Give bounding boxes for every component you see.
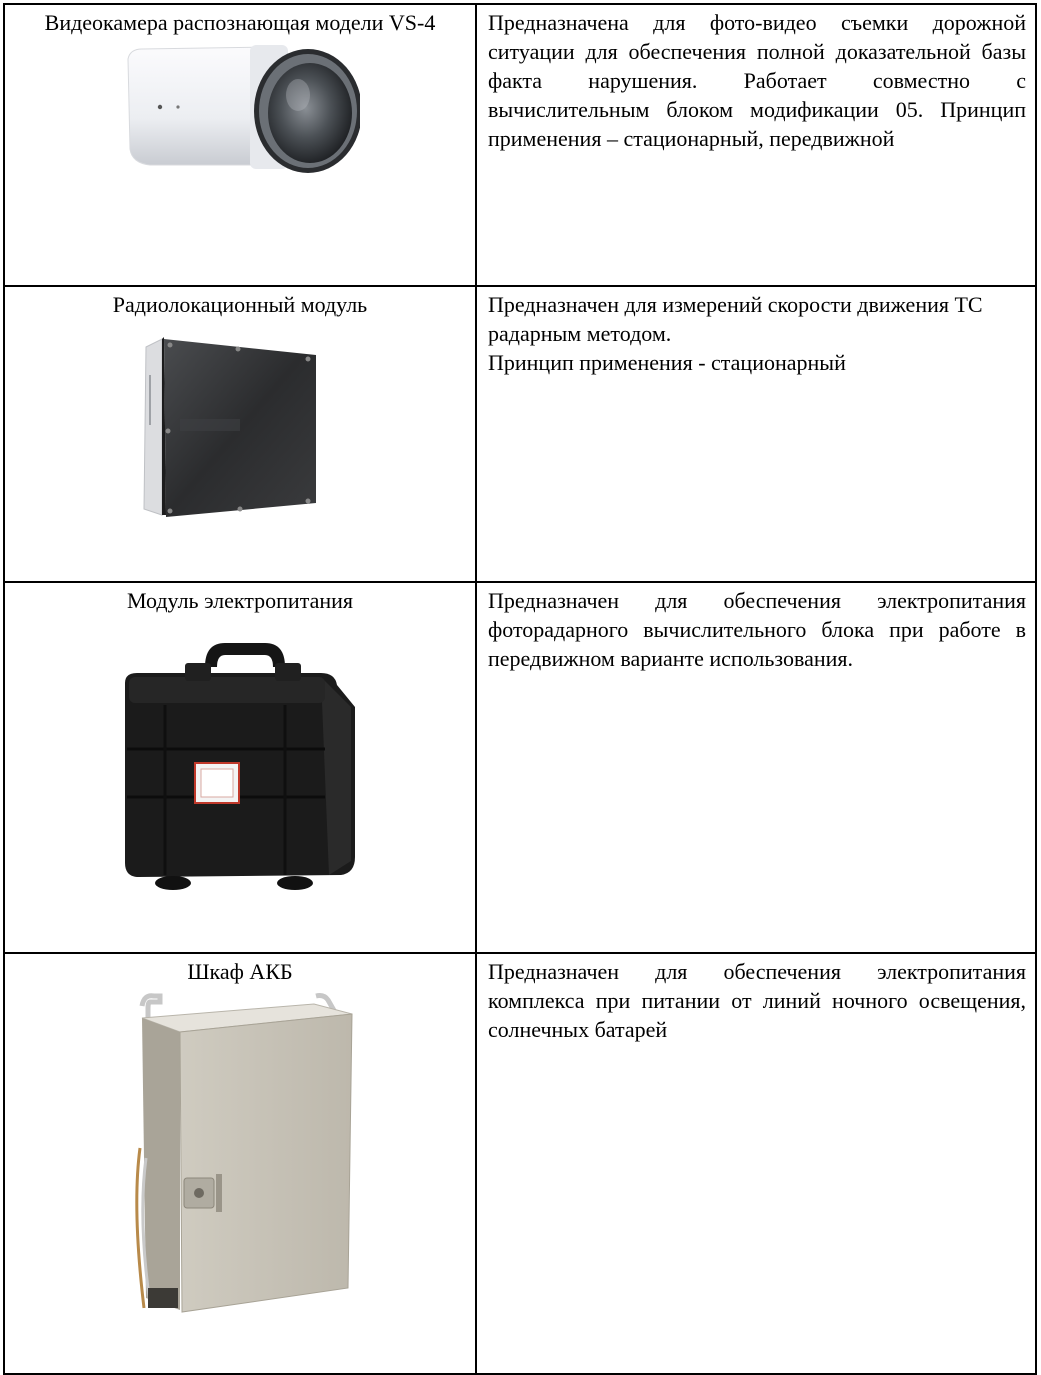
description-cell [476, 286, 1036, 582]
description-text: Предназначена для фото-видео съемки дорожной ситуации для обеспечения полной доказательной базы факта нарушения. Работает совместно с вычислительным блоком модификации 05. Принцип применения – стационарный, передвижной [488, 10, 1026, 151]
item-name: Радиолокационный модуль [112, 292, 368, 317]
item-name: Шкаф АКБ [187, 959, 293, 984]
description-text: Принцип применения - стационарный [488, 350, 846, 375]
item-name: Модуль электропитания [126, 588, 354, 613]
table-row [4, 953, 1036, 1374]
table-row [4, 286, 1036, 582]
name-cell [4, 582, 476, 953]
description-text: Предназначен для обеспечения электропитания комплекса при питании от линий ночного освещения, солнечных батарей [488, 959, 1026, 1042]
name-cell [4, 4, 476, 286]
description-cell [476, 953, 1036, 1374]
description-text: Предназначен для измерений скорости движения ТС радарным методом. [488, 292, 983, 346]
name-cell [4, 286, 476, 582]
equipment-table [3, 3, 1037, 1375]
battery-cabinet-photo [120, 988, 360, 1338]
description-cell [476, 4, 1036, 286]
description-text: Предназначен для обеспечения электропитания фоторадарного вычислительного блока при работе в передвижном варианте использования. [488, 588, 1026, 671]
radar-module-photo [140, 335, 340, 525]
camera-photo [120, 37, 360, 187]
power-case-photo [115, 637, 365, 897]
item-name: Видеокамера распознающая модели VS-4 [44, 10, 436, 35]
table-row [4, 4, 1036, 286]
name-cell [4, 953, 476, 1374]
table-row [4, 582, 1036, 953]
description-cell [476, 582, 1036, 953]
